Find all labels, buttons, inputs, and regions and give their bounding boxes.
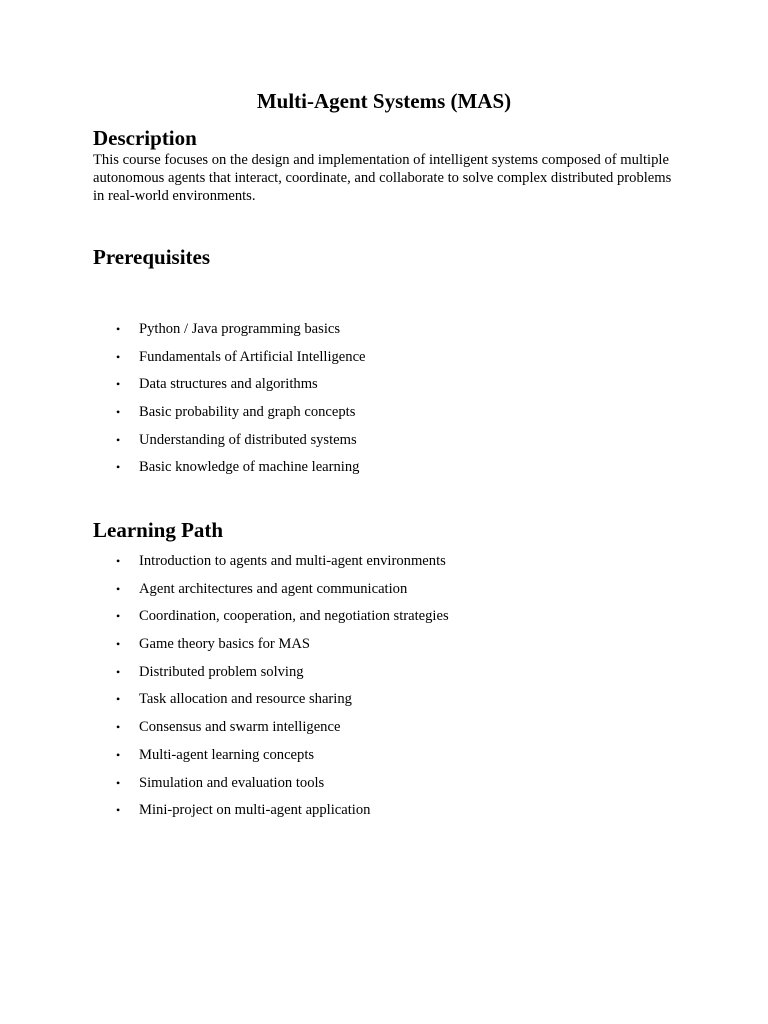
list-item-text: Coordination, cooperation, and negotiation strategies [139,608,449,625]
list-item-text: Mini-project on multi-agent application [139,802,371,819]
list-item-text: Distributed problem solving [139,663,304,680]
bullet-icon: • [116,664,121,679]
list-item-text: Python / Java programming basics [139,321,341,337]
bullet-icon: • [116,432,121,447]
list-item-text: Basic probability and graph concepts [139,404,356,421]
list-item-text: Multi-agent learning concepts [139,746,315,763]
bullet-icon: • [116,637,121,652]
document-title: Multi-Agent Systems (MAS) [256,89,512,113]
learning-path-list [0,552,449,829]
bullet-icon: • [116,720,121,735]
bullet-icon: • [116,349,121,364]
description-heading: Description [93,126,197,150]
list-item [0,774,449,802]
list-item [0,607,449,635]
bullet-icon: • [116,803,121,818]
bullet-icon: • [116,581,121,596]
list-item [0,746,449,774]
list-item-text: Task allocation and resource sharing [139,691,352,708]
bullet-icon: • [116,747,121,762]
prerequisites-list [0,320,366,486]
list-item [0,552,449,580]
list-item [0,431,366,459]
list-item-text: Agent architectures and agent communication [139,580,408,597]
learning-path-heading: Learning Path [93,518,224,542]
bullet-icon: • [116,692,121,707]
list-item-text: Basic knowledge of machine learning [139,459,360,476]
bullet-icon: • [116,405,121,420]
list-item [0,580,449,608]
list-item [0,320,366,348]
list-item-text: Understanding of distributed systems [139,431,357,448]
list-item [0,348,366,376]
bullet-icon: • [116,609,121,624]
list-item-text: Simulation and evaluation tools [139,774,325,791]
bullet-icon: • [116,775,121,790]
list-item-text: Data structures and algorithms [139,376,318,393]
list-item [0,718,449,746]
list-item [0,801,449,829]
bullet-icon: • [116,554,121,568]
list-item-text: Consensus and swarm intelligence [139,719,341,736]
list-item [0,458,366,486]
list-item [0,375,366,403]
prerequisites-heading: Prerequisites [93,245,211,269]
list-item [0,635,449,663]
bullet-icon: • [116,377,121,392]
list-item-text: Game theory basics for MAS [139,636,311,653]
bullet-icon: • [116,322,121,336]
description-text: This course focuses on the design and implementation of intelligent systems composed of multiple autonomous agents that interact, coordinate, and collaborate to solve complex distributed problems in real-world environments. [93,152,672,205]
bullet-icon: • [116,460,121,475]
list-item-text: Introduction to agents and multi-agent environments [139,553,446,569]
list-item [0,663,449,691]
list-item [0,690,449,718]
list-item [0,403,366,431]
list-item-text: Fundamentals of Artificial Intelligence [139,348,366,365]
